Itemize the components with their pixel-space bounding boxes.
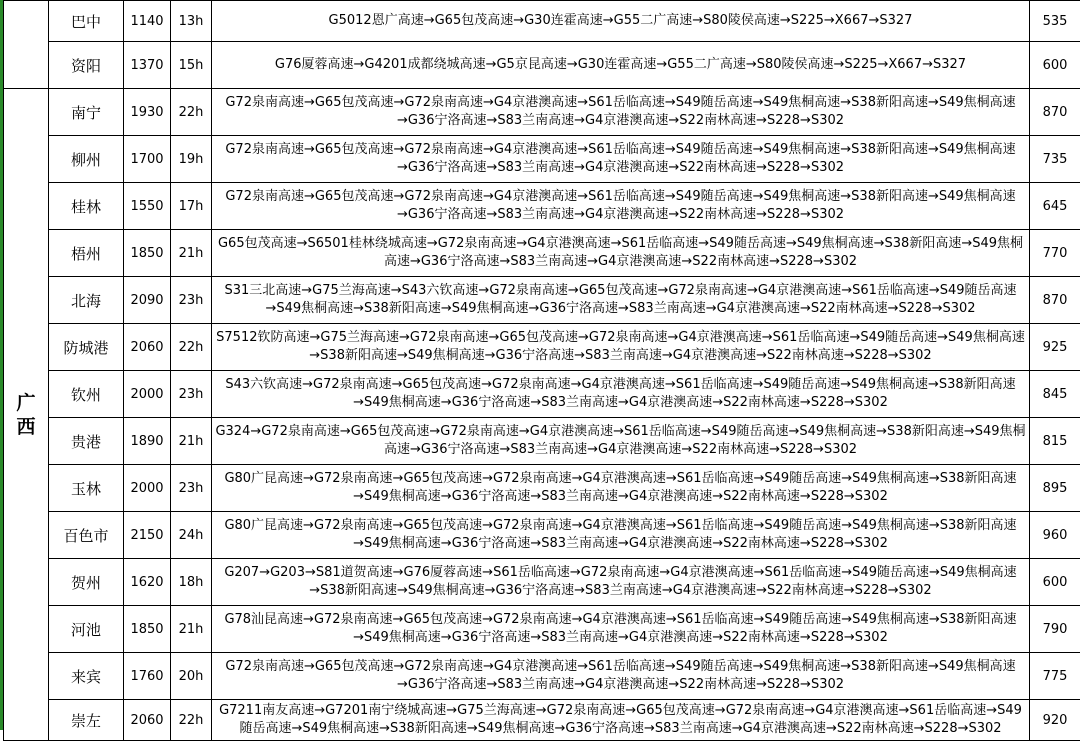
route-text: G324→G72泉南高速→G65包茂高速→G72泉南高速→G4京港澳高速→S61岳临高速→S49随岳高速→S49焦桐高速→S38新阳高速→S49焦桐高速→G36宁洛高速→S83兰南高速→G4京港澳高速→S22南林高速→S228→S302 [214,423,1027,459]
distance-cell: 1930 [124,89,171,136]
city-cell: 来宾 [49,653,124,700]
route-cell [212,1,1030,42]
time-cell: 15h [171,42,212,89]
distance-cell: 2150 [124,512,171,559]
route-text: G72泉南高速→G65包茂高速→G72泉南高速→G4京港澳高速→S61岳临高速→S49随岳高速→S49焦桐高速→S38新阳高速→S49焦桐高速→G36宁洛高速→S83兰南高速→G4京港澳高速→S22南林高速→S228→S302 [214,188,1027,224]
table-row [4,136,1080,183]
route-text: S31三北高速→G75兰海高速→S43六钦高速→G72泉南高速→G65包茂高速→G72泉南高速→G4京港澳高速→S61岳临高速→S49随岳高速→S49焦桐高速→S38新阳高速→S49焦桐高速→G36宁洛高速→S83兰南高速→G4京港澳高速→S22南林高速→S228→S302 [214,282,1027,318]
distance-cell: 1620 [124,559,171,606]
route-cell [212,136,1030,183]
toll-cell: 535 [1030,1,1080,42]
toll-cell: 920 [1030,700,1080,741]
table-row [4,418,1080,465]
table-row [4,277,1080,324]
route-text: G72泉南高速→G65包茂高速→G72泉南高速→G4京港澳高速→S61岳临高速→S49随岳高速→S49焦桐高速→S38新阳高速→S49焦桐高速→G36宁洛高速→S83兰南高速→G4京港澳高速→S22南林高速→S228→S302 [214,658,1027,694]
city-cell: 资阳 [49,42,124,89]
time-cell: 18h [171,559,212,606]
time-cell: 22h [171,324,212,371]
table-row [4,371,1080,418]
distance-cell: 1890 [124,418,171,465]
city-cell: 贺州 [49,559,124,606]
distance-cell: 1140 [124,1,171,42]
route-text: G207→G203→S81道贺高速→G76厦蓉高速→S61岳临高速→G72泉南高速→G4京港澳高速→S61岳临高速→S49随岳高速→S49焦桐高速→S38新阳高速→S49焦桐高速→G36宁洛高速→S83兰南高速→G4京港澳高速→S22南林高速→S228→S302 [214,564,1027,600]
city-cell: 桂林 [49,183,124,230]
route-cell [212,700,1030,741]
route-cell [212,277,1030,324]
time-cell: 23h [171,277,212,324]
route-text: G72泉南高速→G65包茂高速→G72泉南高速→G4京港澳高速→S61岳临高速→S49随岳高速→S49焦桐高速→S38新阳高速→S49焦桐高速→G36宁洛高速→S83兰南高速→G4京港澳高速→S22南林高速→S228→S302 [214,94,1027,130]
city-cell: 柳州 [49,136,124,183]
route-cell [212,606,1030,653]
route-text: G76厦蓉高速→G4201成都绕城高速→G5京昆高速→G30连霍高速→G55二广高速→S80陵侯高速→S225→X667→S327 [214,56,1027,74]
table-row [4,653,1080,700]
time-cell: 17h [171,183,212,230]
distance-cell: 1550 [124,183,171,230]
table-row [4,700,1080,741]
route-table [3,0,1080,741]
toll-cell: 790 [1030,606,1080,653]
toll-cell: 775 [1030,653,1080,700]
time-cell: 21h [171,418,212,465]
distance-cell: 1370 [124,42,171,89]
province-label: 广西 [17,391,36,439]
route-cell [212,42,1030,89]
time-cell: 23h [171,465,212,512]
distance-cell: 2090 [124,277,171,324]
route-cell [212,653,1030,700]
toll-cell: 925 [1030,324,1080,371]
route-cell [212,183,1030,230]
toll-cell: 870 [1030,277,1080,324]
distance-cell: 2060 [124,700,171,741]
toll-cell: 645 [1030,183,1080,230]
table-row [4,230,1080,277]
table-row [4,1,1080,42]
city-cell: 河池 [49,606,124,653]
table-row [4,42,1080,89]
table-row [4,89,1080,136]
toll-cell: 600 [1030,42,1080,89]
time-cell: 20h [171,653,212,700]
distance-cell: 1700 [124,136,171,183]
route-text: G72泉南高速→G65包茂高速→G72泉南高速→G4京港澳高速→S61岳临高速→S49随岳高速→S49焦桐高速→S38新阳高速→S49焦桐高速→G36宁洛高速→S83兰南高速→G4京港澳高速→S22南林高速→S228→S302 [214,141,1027,177]
city-cell: 梧州 [49,230,124,277]
city-cell: 北海 [49,277,124,324]
city-cell: 玉林 [49,465,124,512]
route-text: S7512钦防高速→G75兰海高速→G72泉南高速→G65包茂高速→G72泉南高速→G4京港澳高速→S61岳临高速→S49随岳高速→S49焦桐高速→S38新阳高速→S49焦桐高速→G36宁洛高速→S83兰南高速→G4京港澳高速→S22南林高速→S228→S302 [214,329,1027,365]
city-cell: 崇左 [49,700,124,741]
toll-cell: 735 [1030,136,1080,183]
route-cell [212,371,1030,418]
time-cell: 23h [171,371,212,418]
toll-cell: 600 [1030,559,1080,606]
route-text: G65包茂高速→S6501桂林绕城高速→G72泉南高速→G4京港澳高速→S61岳临高速→S49随岳高速→S49焦桐高速→S38新阳高速→S49焦桐高速→G36宁洛高速→S83兰南高速→G4京港澳高速→S22南林高速→S228→S302 [214,235,1027,271]
table-row [4,606,1080,653]
city-cell: 南宁 [49,89,124,136]
city-cell: 钦州 [49,371,124,418]
route-text: G78汕昆高速→G72泉南高速→G65包茂高速→G72泉南高速→G4京港澳高速→S61岳临高速→S49随岳高速→S49焦桐高速→S38新阳高速→S49焦桐高速→G36宁洛高速→S83兰南高速→G4京港澳高速→S22南林高速→S228→S302 [214,611,1027,647]
route-cell [212,559,1030,606]
city-cell: 巴中 [49,1,124,42]
distance-cell: 2000 [124,371,171,418]
toll-cell: 960 [1030,512,1080,559]
toll-cell: 895 [1030,465,1080,512]
toll-cell: 815 [1030,418,1080,465]
route-text: G80广昆高速→G72泉南高速→G65包茂高速→G72泉南高速→G4京港澳高速→S61岳临高速→S49随岳高速→S49焦桐高速→S38新阳高速→S49焦桐高速→G36宁洛高速→S83兰南高速→G4京港澳高速→S22南林高速→S228→S302 [214,470,1027,506]
route-cell [212,89,1030,136]
toll-cell: 845 [1030,371,1080,418]
route-cell [212,465,1030,512]
route-text: S43六钦高速→G72泉南高速→G65包茂高速→G72泉南高速→G4京港澳高速→S61岳临高速→S49随岳高速→S49焦桐高速→S38新阳高速→S49焦桐高速→G36宁洛高速→S83兰南高速→G4京港澳高速→S22南林高速→S228→S302 [214,376,1027,412]
table-row [4,324,1080,371]
route-cell [212,324,1030,371]
table-row [4,183,1080,230]
distance-cell: 1760 [124,653,171,700]
city-cell: 百色市 [49,512,124,559]
distance-cell: 2000 [124,465,171,512]
route-cell [212,230,1030,277]
city-cell: 防城港 [49,324,124,371]
route-text: G5012恩广高速→G65包茂高速→G30连霍高速→G55二广高速→S80陵侯高速→S225→X667→S327 [214,12,1027,30]
distance-cell: 1850 [124,230,171,277]
table-row [4,559,1080,606]
time-cell: 22h [171,89,212,136]
time-cell: 21h [171,606,212,653]
toll-cell: 870 [1030,89,1080,136]
distance-cell: 1850 [124,606,171,653]
province-cell-prev [4,1,49,89]
city-cell: 贵港 [49,418,124,465]
time-cell: 22h [171,700,212,741]
time-cell: 13h [171,1,212,42]
table-row [4,465,1080,512]
time-cell: 24h [171,512,212,559]
province-cell [4,89,49,741]
route-cell [212,512,1030,559]
table-row [4,512,1080,559]
route-text: G7211南友高速→G7201南宁绕城高速→G75兰海高速→G72泉南高速→G65包茂高速→G72泉南高速→G4京港澳高速→S61岳临高速→S49随岳高速→S49焦桐高速→S38新阳高速→S49焦桐高速→G36宁洛高速→S83兰南高速→G4京港澳高速→S22南林高速→S228→S302 [214,702,1027,738]
route-text: G80广昆高速→G72泉南高速→G65包茂高速→G72泉南高速→G4京港澳高速→S61岳临高速→S49随岳高速→S49焦桐高速→S38新阳高速→S49焦桐高速→G36宁洛高速→S83兰南高速→G4京港澳高速→S22南林高速→S228→S302 [214,517,1027,553]
time-cell: 21h [171,230,212,277]
toll-cell: 770 [1030,230,1080,277]
time-cell: 19h [171,136,212,183]
route-cell [212,418,1030,465]
distance-cell: 2060 [124,324,171,371]
